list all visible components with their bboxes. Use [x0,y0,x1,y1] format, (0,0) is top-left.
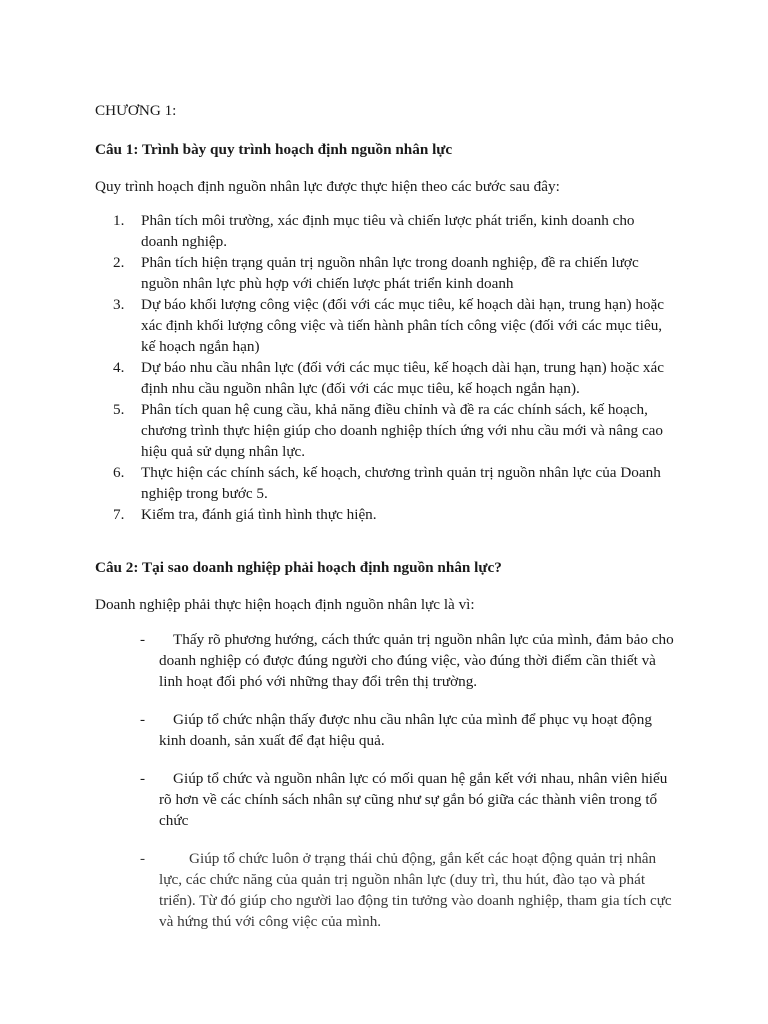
step-text: Kiểm tra, đánh giá tình hình thực hiện. [141,506,377,523]
question-2-title: Câu 2: Tại sao doanh nghiệp phải hoạch định nguồn nhân lực? [95,559,502,576]
reason-text: Giúp tổ chức luôn ở trạng thái chủ động, gắn kết các hoạt động quản trị nhân lực, các chức năng của quản trị nguồn nhân lực (duy trì, thu hút, đào tạo và phát triển). Từ đó giúp cho người lao động tin tưởng vào doanh nghiệp, tham gia tích cực và hứng thú với công việc của mình. [159,850,672,930]
chapter-heading: CHƯƠNG 1: [95,102,177,119]
dash-bullet: - [140,850,146,867]
step-number: 3. [113,296,125,313]
reason-text: Thấy rõ phương hướng, cách thức quản trị nguồn nhân lực của mình, đảm bảo cho doanh nghiệp có được đúng người cho đúng việc, vào đúng thời điểm cần thiết và linh hoạt đối phó với những thay đổi trên thị trường. [159,631,674,690]
list-item [95,462,675,504]
reasons-list [95,629,675,949]
question-1-title: Câu 1: Trình bày quy trình hoạch định nguồn nhân lực [95,141,453,158]
dash-bullet: - [140,711,146,728]
step-number: 2. [113,254,125,271]
step-number: 1. [113,212,125,229]
dash-bullet: - [140,631,146,648]
process-steps-list [95,210,675,525]
step-number: 7. [113,506,125,523]
step-text: Dự báo nhu cầu nhân lực (đối với các mục tiêu, kế hoạch dài hạn, trung hạn) hoặc xác định nhu cầu nguồn nhân lực (đối với các mục tiêu, kế hoạch ngắn hạn). [141,359,664,397]
step-text: Phân tích quan hệ cung cầu, khả năng điều chỉnh và đề ra các chính sách, kế hoạch, chương trình thực hiện giúp cho doanh nghiệp thích ứng với nhu cầu mới và nâng cao hiệu quả sử dụng nhân lực. [141,401,664,460]
list-item [95,709,675,751]
list-item [95,399,675,462]
question-1-intro: Quy trình hoạch định nguồn nhân lực được thực hiện theo các bước sau đây: [95,178,560,195]
list-item [95,768,675,831]
reason-text: Giúp tổ chức và nguồn nhân lực có mối quan hệ gắn kết với nhau, nhân viên hiểu rõ hơn về các chính sách nhân sự cũng như sự gắn bó giữa các thành viên trong tổ chức [159,770,668,829]
step-text: Dự báo khối lượng công việc (đối với các mục tiêu, kế hoạch dài hạn, trung hạn) hoặc xác định khối lượng công việc và tiến hành phân tích công việc (đối với các mục tiêu, kế hoạch ngắn hạn) [141,296,665,355]
reason-text: Giúp tổ chức nhận thấy được nhu cầu nhân lực của mình để phục vụ hoạt động kinh doanh, sản xuất để đạt hiệu quả. [159,711,652,749]
list-item [95,357,675,399]
list-item [95,210,675,252]
list-item [95,504,675,525]
step-number: 6. [113,464,125,481]
step-text: Thực hiện các chính sách, kế hoạch, chương trình quản trị nguồn nhân lực của Doanh nghiệp trong bước 5. [141,464,661,502]
dash-bullet: - [140,770,146,787]
step-text: Phân tích hiện trạng quản trị nguồn nhân lực trong doanh nghiệp, đề ra chiến lược nguồn nhân lực phù hợp với chiến lược phát triển kinh doanh [141,254,639,292]
question-2-intro: Doanh nghiệp phải thực hiện hoạch định nguồn nhân lực là vì: [95,596,475,613]
list-item [95,294,675,357]
step-number: 4. [113,359,125,376]
list-item [95,629,675,692]
list-item [95,848,675,932]
step-number: 5. [113,401,125,418]
list-item [95,252,675,294]
step-text: Phân tích môi trường, xác định mục tiêu và chiến lược phát triển, kinh doanh cho doanh nghiệp. [141,212,635,250]
